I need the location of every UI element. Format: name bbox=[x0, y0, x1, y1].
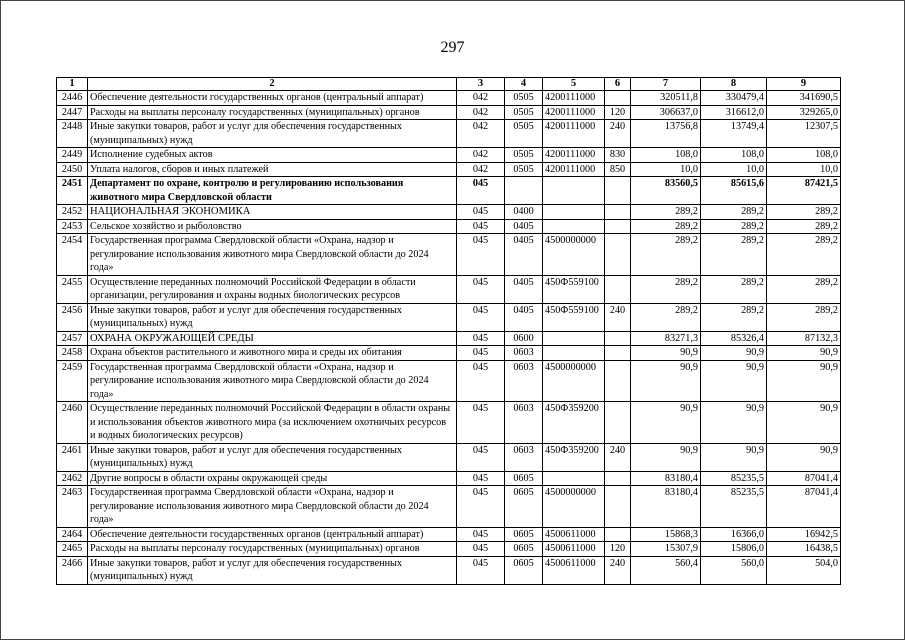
section-code: 0405 bbox=[505, 219, 543, 234]
row-name: Департамент по охране, контролю и регулированию использования животного мира Свердловской области bbox=[88, 177, 457, 205]
row-name: Обеспечение деятельности государственных органов (центральный аппарат) bbox=[88, 527, 457, 542]
section-code: 0605 bbox=[505, 486, 543, 528]
row-number: 2451 bbox=[57, 177, 88, 205]
target-code: 4200111000 bbox=[543, 91, 605, 106]
row-name: Уплата налогов, сборов и иных платежей bbox=[88, 162, 457, 177]
section-code: 0605 bbox=[505, 471, 543, 486]
amount-year-2: 289,2 bbox=[701, 234, 767, 276]
amount-year-1: 108,0 bbox=[631, 148, 701, 163]
table-row bbox=[57, 486, 841, 528]
amount-year-3: 10,0 bbox=[767, 162, 841, 177]
target-code bbox=[543, 471, 605, 486]
expense-type-code: 240 bbox=[605, 120, 631, 148]
amount-year-1: 289,2 bbox=[631, 205, 701, 220]
ministry-code: 045 bbox=[457, 486, 505, 528]
row-number: 2465 bbox=[57, 542, 88, 557]
row-name: Государственная программа Свердловской области «Охрана, надзор и регулирование использования животного мира Свердловской области до 2024 года» bbox=[88, 360, 457, 402]
table-row bbox=[57, 360, 841, 402]
expense-type-code bbox=[605, 331, 631, 346]
amount-year-1: 13756,8 bbox=[631, 120, 701, 148]
amount-year-3: 90,9 bbox=[767, 360, 841, 402]
expense-type-code: 850 bbox=[605, 162, 631, 177]
target-code: 4500000000 bbox=[543, 234, 605, 276]
row-name: ОХРАНА ОКРУЖАЮЩЕЙ СРЕДЫ bbox=[88, 331, 457, 346]
row-number: 2459 bbox=[57, 360, 88, 402]
amount-year-2: 85615,6 bbox=[701, 177, 767, 205]
row-number: 2458 bbox=[57, 346, 88, 361]
col-header: 3 bbox=[457, 78, 505, 91]
target-code bbox=[543, 205, 605, 220]
amount-year-2: 289,2 bbox=[701, 205, 767, 220]
col-header: 6 bbox=[605, 78, 631, 91]
ministry-code: 045 bbox=[457, 234, 505, 276]
target-code: 450Ф559100 bbox=[543, 303, 605, 331]
row-number: 2453 bbox=[57, 219, 88, 234]
table-row bbox=[57, 346, 841, 361]
section-code: 0505 bbox=[505, 105, 543, 120]
row-name: НАЦИОНАЛЬНАЯ ЭКОНОМИКА bbox=[88, 205, 457, 220]
row-name: Государственная программа Свердловской области «Охрана, надзор и регулирование использования животного мира Свердловской области до 2024 года» bbox=[88, 486, 457, 528]
amount-year-1: 15307,9 bbox=[631, 542, 701, 557]
ministry-code: 045 bbox=[457, 219, 505, 234]
expense-type-code bbox=[605, 219, 631, 234]
table-row bbox=[57, 219, 841, 234]
table-row bbox=[57, 162, 841, 177]
ministry-code: 042 bbox=[457, 148, 505, 163]
amount-year-1: 289,2 bbox=[631, 219, 701, 234]
expense-type-code: 120 bbox=[605, 105, 631, 120]
table-row bbox=[57, 527, 841, 542]
amount-year-1: 15868,3 bbox=[631, 527, 701, 542]
expense-type-code: 240 bbox=[605, 443, 631, 471]
row-number: 2454 bbox=[57, 234, 88, 276]
ministry-code: 045 bbox=[457, 205, 505, 220]
col-header: 2 bbox=[88, 78, 457, 91]
section-code bbox=[505, 177, 543, 205]
expense-type-code bbox=[605, 91, 631, 106]
amount-year-2: 85235,5 bbox=[701, 486, 767, 528]
expense-type-code: 240 bbox=[605, 556, 631, 584]
target-code: 4500611000 bbox=[543, 527, 605, 542]
row-name: Расходы на выплаты персоналу государственных (муниципальных) органов bbox=[88, 542, 457, 557]
amount-year-2: 90,9 bbox=[701, 360, 767, 402]
page-number: 297 bbox=[440, 39, 465, 56]
amount-year-1: 289,2 bbox=[631, 275, 701, 303]
section-code: 0400 bbox=[505, 205, 543, 220]
amount-year-3: 108,0 bbox=[767, 148, 841, 163]
col-header: 7 bbox=[631, 78, 701, 91]
section-code: 0505 bbox=[505, 148, 543, 163]
amount-year-2: 13749,4 bbox=[701, 120, 767, 148]
amount-year-2: 90,9 bbox=[701, 443, 767, 471]
section-code: 0605 bbox=[505, 556, 543, 584]
amount-year-3: 289,2 bbox=[767, 205, 841, 220]
expense-type-code bbox=[605, 471, 631, 486]
ministry-code: 045 bbox=[457, 542, 505, 557]
amount-year-2: 330479,4 bbox=[701, 91, 767, 106]
amount-year-3: 87041,4 bbox=[767, 486, 841, 528]
amount-year-3: 289,2 bbox=[767, 275, 841, 303]
amount-year-2: 90,9 bbox=[701, 402, 767, 444]
table-row bbox=[57, 331, 841, 346]
section-code: 0505 bbox=[505, 91, 543, 106]
amount-year-2: 108,0 bbox=[701, 148, 767, 163]
expense-type-code bbox=[605, 402, 631, 444]
target-code: 4200111000 bbox=[543, 148, 605, 163]
amount-year-3: 289,2 bbox=[767, 234, 841, 276]
header-row bbox=[57, 78, 841, 91]
amount-year-1: 289,2 bbox=[631, 234, 701, 276]
target-code: 450Ф359200 bbox=[543, 402, 605, 444]
budget-table bbox=[56, 77, 841, 585]
row-number: 2466 bbox=[57, 556, 88, 584]
expense-type-code bbox=[605, 346, 631, 361]
target-code: 4500000000 bbox=[543, 486, 605, 528]
amount-year-1: 560,4 bbox=[631, 556, 701, 584]
section-code: 0603 bbox=[505, 360, 543, 402]
table-row bbox=[57, 148, 841, 163]
table-row bbox=[57, 443, 841, 471]
ministry-code: 045 bbox=[457, 471, 505, 486]
amount-year-1: 90,9 bbox=[631, 443, 701, 471]
ministry-code: 042 bbox=[457, 91, 505, 106]
table-row bbox=[57, 471, 841, 486]
row-number: 2448 bbox=[57, 120, 88, 148]
row-name: Охрана объектов растительного и животного мира и среды их обитания bbox=[88, 346, 457, 361]
table-row bbox=[57, 275, 841, 303]
amount-year-3: 289,2 bbox=[767, 303, 841, 331]
target-code bbox=[543, 346, 605, 361]
ministry-code: 045 bbox=[457, 177, 505, 205]
table-row bbox=[57, 556, 841, 584]
target-code: 4500611000 bbox=[543, 556, 605, 584]
expense-type-code bbox=[605, 177, 631, 205]
section-code: 0405 bbox=[505, 234, 543, 276]
row-number: 2460 bbox=[57, 402, 88, 444]
row-name: Сельское хозяйство и рыболовство bbox=[88, 219, 457, 234]
ministry-code: 042 bbox=[457, 105, 505, 120]
amount-year-1: 90,9 bbox=[631, 346, 701, 361]
target-code bbox=[543, 331, 605, 346]
target-code bbox=[543, 177, 605, 205]
amount-year-1: 10,0 bbox=[631, 162, 701, 177]
amount-year-2: 289,2 bbox=[701, 275, 767, 303]
row-name: Осуществление переданных полномочий Российской Федерации в области охраны и использования объектов животного мира (за исключением охотничьих ресурсов и водных биологических ресурсов) bbox=[88, 402, 457, 444]
expense-type-code bbox=[605, 360, 631, 402]
table-row bbox=[57, 91, 841, 106]
amount-year-3: 87132,3 bbox=[767, 331, 841, 346]
table-row bbox=[57, 205, 841, 220]
target-code: 4200111000 bbox=[543, 120, 605, 148]
amount-year-3: 341690,5 bbox=[767, 91, 841, 106]
row-number: 2446 bbox=[57, 91, 88, 106]
amount-year-3: 90,9 bbox=[767, 402, 841, 444]
row-number: 2447 bbox=[57, 105, 88, 120]
section-code: 0603 bbox=[505, 443, 543, 471]
col-header: 9 bbox=[767, 78, 841, 91]
target-code bbox=[543, 219, 605, 234]
table-row bbox=[57, 542, 841, 557]
section-code: 0605 bbox=[505, 542, 543, 557]
amount-year-2: 289,2 bbox=[701, 219, 767, 234]
target-code: 450Ф559100 bbox=[543, 275, 605, 303]
row-name: Иные закупки товаров, работ и услуг для обеспечения государственных (муниципальных) нужд bbox=[88, 303, 457, 331]
amount-year-1: 83271,3 bbox=[631, 331, 701, 346]
table-row bbox=[57, 177, 841, 205]
ministry-code: 045 bbox=[457, 527, 505, 542]
amount-year-2: 90,9 bbox=[701, 346, 767, 361]
expense-type-code bbox=[605, 486, 631, 528]
expense-type-code bbox=[605, 205, 631, 220]
table-row bbox=[57, 105, 841, 120]
row-number: 2456 bbox=[57, 303, 88, 331]
col-header: 1 bbox=[57, 78, 88, 91]
amount-year-1: 83560,5 bbox=[631, 177, 701, 205]
expense-type-code: 830 bbox=[605, 148, 631, 163]
amount-year-3: 90,9 bbox=[767, 346, 841, 361]
table-row bbox=[57, 120, 841, 148]
row-number: 2455 bbox=[57, 275, 88, 303]
target-code: 4500000000 bbox=[543, 360, 605, 402]
amount-year-2: 10,0 bbox=[701, 162, 767, 177]
amount-year-1: 320511,8 bbox=[631, 91, 701, 106]
table-row bbox=[57, 234, 841, 276]
row-name: Осуществление переданных полномочий Российской Федерации в области организации, регулирования и охраны водных биологических ресурсов bbox=[88, 275, 457, 303]
amount-year-2: 85326,4 bbox=[701, 331, 767, 346]
amount-year-3: 12307,5 bbox=[767, 120, 841, 148]
row-name: Расходы на выплаты персоналу государственных (муниципальных) органов bbox=[88, 105, 457, 120]
row-name: Государственная программа Свердловской области «Охрана, надзор и регулирование использования животного мира Свердловской области до 2024 года» bbox=[88, 234, 457, 276]
row-number: 2464 bbox=[57, 527, 88, 542]
expense-type-code: 120 bbox=[605, 542, 631, 557]
section-code: 0603 bbox=[505, 402, 543, 444]
amount-year-2: 15806,0 bbox=[701, 542, 767, 557]
amount-year-3: 87041,4 bbox=[767, 471, 841, 486]
ministry-code: 042 bbox=[457, 162, 505, 177]
ministry-code: 045 bbox=[457, 402, 505, 444]
target-code: 450Ф359200 bbox=[543, 443, 605, 471]
section-code: 0600 bbox=[505, 331, 543, 346]
row-number: 2457 bbox=[57, 331, 88, 346]
row-number: 2452 bbox=[57, 205, 88, 220]
expense-type-code bbox=[605, 527, 631, 542]
ministry-code: 045 bbox=[457, 360, 505, 402]
expense-type-code bbox=[605, 234, 631, 276]
amount-year-3: 90,9 bbox=[767, 443, 841, 471]
row-name: Другие вопросы в области охраны окружающей среды bbox=[88, 471, 457, 486]
ministry-code: 045 bbox=[457, 275, 505, 303]
row-number: 2449 bbox=[57, 148, 88, 163]
amount-year-3: 16438,5 bbox=[767, 542, 841, 557]
section-code: 0505 bbox=[505, 120, 543, 148]
amount-year-3: 16942,5 bbox=[767, 527, 841, 542]
expense-type-code: 240 bbox=[605, 303, 631, 331]
amount-year-1: 289,2 bbox=[631, 303, 701, 331]
amount-year-2: 316612,0 bbox=[701, 105, 767, 120]
row-number: 2463 bbox=[57, 486, 88, 528]
amount-year-1: 83180,4 bbox=[631, 471, 701, 486]
section-code: 0505 bbox=[505, 162, 543, 177]
amount-year-1: 90,9 bbox=[631, 402, 701, 444]
section-code: 0405 bbox=[505, 275, 543, 303]
row-number: 2462 bbox=[57, 471, 88, 486]
row-name: Обеспечение деятельности государственных органов (центральный аппарат) bbox=[88, 91, 457, 106]
target-code: 4200111000 bbox=[543, 162, 605, 177]
amount-year-1: 306637,0 bbox=[631, 105, 701, 120]
row-name: Иные закупки товаров, работ и услуг для обеспечения государственных (муниципальных) нужд bbox=[88, 556, 457, 584]
amount-year-1: 83180,4 bbox=[631, 486, 701, 528]
target-code: 4500611000 bbox=[543, 542, 605, 557]
section-code: 0605 bbox=[505, 527, 543, 542]
ministry-code: 045 bbox=[457, 331, 505, 346]
col-header: 5 bbox=[543, 78, 605, 91]
ministry-code: 045 bbox=[457, 346, 505, 361]
section-code: 0405 bbox=[505, 303, 543, 331]
row-name: Иные закупки товаров, работ и услуг для обеспечения государственных (муниципальных) нужд bbox=[88, 120, 457, 148]
col-header: 4 bbox=[505, 78, 543, 91]
table-row bbox=[57, 402, 841, 444]
col-header: 8 bbox=[701, 78, 767, 91]
row-name: Иные закупки товаров, работ и услуг для обеспечения государственных (муниципальных) нужд bbox=[88, 443, 457, 471]
row-number: 2450 bbox=[57, 162, 88, 177]
ministry-code: 045 bbox=[457, 303, 505, 331]
amount-year-3: 504,0 bbox=[767, 556, 841, 584]
amount-year-1: 90,9 bbox=[631, 360, 701, 402]
amount-year-3: 289,2 bbox=[767, 219, 841, 234]
table-row bbox=[57, 303, 841, 331]
row-name: Исполнение судебных актов bbox=[88, 148, 457, 163]
row-number: 2461 bbox=[57, 443, 88, 471]
target-code: 4200111000 bbox=[543, 105, 605, 120]
expense-type-code bbox=[605, 275, 631, 303]
section-code: 0603 bbox=[505, 346, 543, 361]
amount-year-2: 560,0 bbox=[701, 556, 767, 584]
amount-year-2: 16366,0 bbox=[701, 527, 767, 542]
amount-year-3: 329265,0 bbox=[767, 105, 841, 120]
amount-year-2: 85235,5 bbox=[701, 471, 767, 486]
ministry-code: 042 bbox=[457, 120, 505, 148]
ministry-code: 045 bbox=[457, 443, 505, 471]
amount-year-3: 87421,5 bbox=[767, 177, 841, 205]
ministry-code: 045 bbox=[457, 556, 505, 584]
amount-year-2: 289,2 bbox=[701, 303, 767, 331]
